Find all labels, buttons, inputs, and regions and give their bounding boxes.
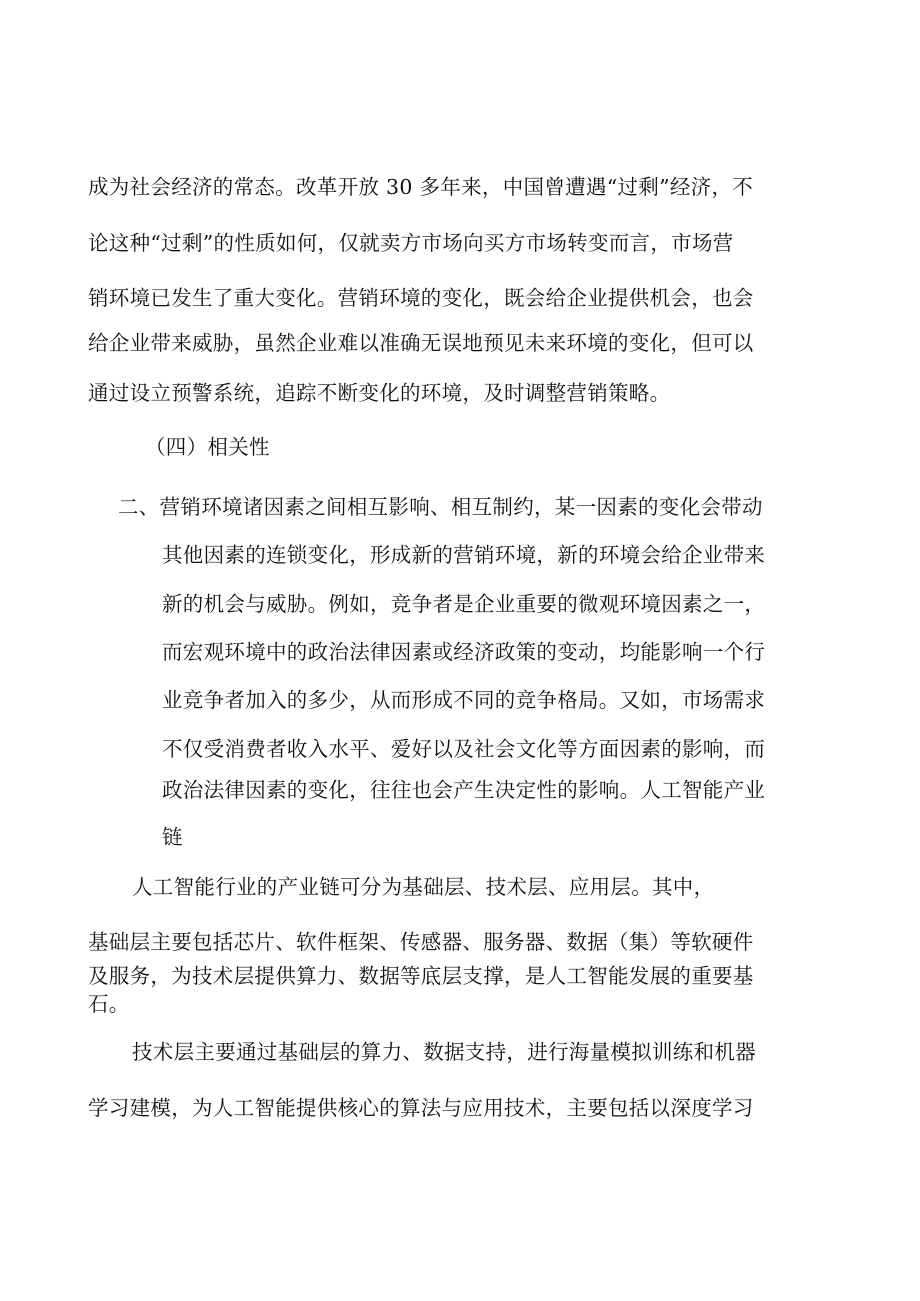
text-line: 新的机会与威胁。例如，竞争者是企业重要的微观环境因素之一， — [162, 592, 766, 616]
text-line: 学习建模，为人工智能提供核心的算法与应用技术，主要包括以深度学习 — [88, 1096, 754, 1120]
text-line: 业竞争者加入的多少，从而形成不同的竞争格局。又如，市场需求 — [162, 688, 766, 712]
text-line: 论这种“过剩”的性质如何，仅就卖方市场向买方市场转变而言，市场营 — [88, 231, 734, 255]
text-line: 给企业带来威胁，虽然企业难以准确无误地预见未来环境的变化，但可以 — [88, 331, 754, 355]
text-line: 二、营销环境诸因素之间相互影响、相互制约，某一因素的变化会带动 — [118, 495, 763, 519]
text-line: 技术层主要通过基础层的算力、数据支持，进行海量模拟训练和机器 — [132, 1040, 756, 1064]
text-line: 而宏观环境中的政治法律因素或经济政策的变动，均能影响一个行 — [162, 640, 766, 664]
text-line: 石。 — [88, 992, 130, 1016]
text-line: 链 — [162, 825, 183, 849]
text-line: 及服务，为技术层提供算力、数据等底层支撑，是人工智能发展的重要基 — [88, 964, 754, 988]
text-line: 不仅受消费者收入水平、爱好以及社会文化等方面因素的影响，而 — [162, 737, 766, 761]
text-line: 政治法律因素的变化，往往也会产生决定性的影响。人工智能产业 — [162, 778, 766, 802]
text-line: 基础层主要包括芯片、软件框架、传感器、服务器、数据（集）等软硬件 — [88, 930, 754, 954]
text-line: 其他因素的连锁变化，形成新的营销环境，新的环境会给企业带来 — [162, 543, 766, 567]
section-subheading: （四）相关性 — [145, 435, 270, 459]
text-line: 销环境已发生了重大变化。营销环境的变化，既会给企业提供机会，也会 — [88, 286, 754, 310]
paragraph-3: 人工智能行业的产业链可分为基础层、技术层、应用层。其中， — [132, 875, 715, 899]
text-line: 成为社会经济的常态。改革开放 30 多年来，中国曾遭遇“过剩”经济，不 — [88, 175, 754, 199]
text-line: 通过设立预警系统，追踪不断变化的环境，及时调整营销策略。 — [88, 381, 671, 405]
